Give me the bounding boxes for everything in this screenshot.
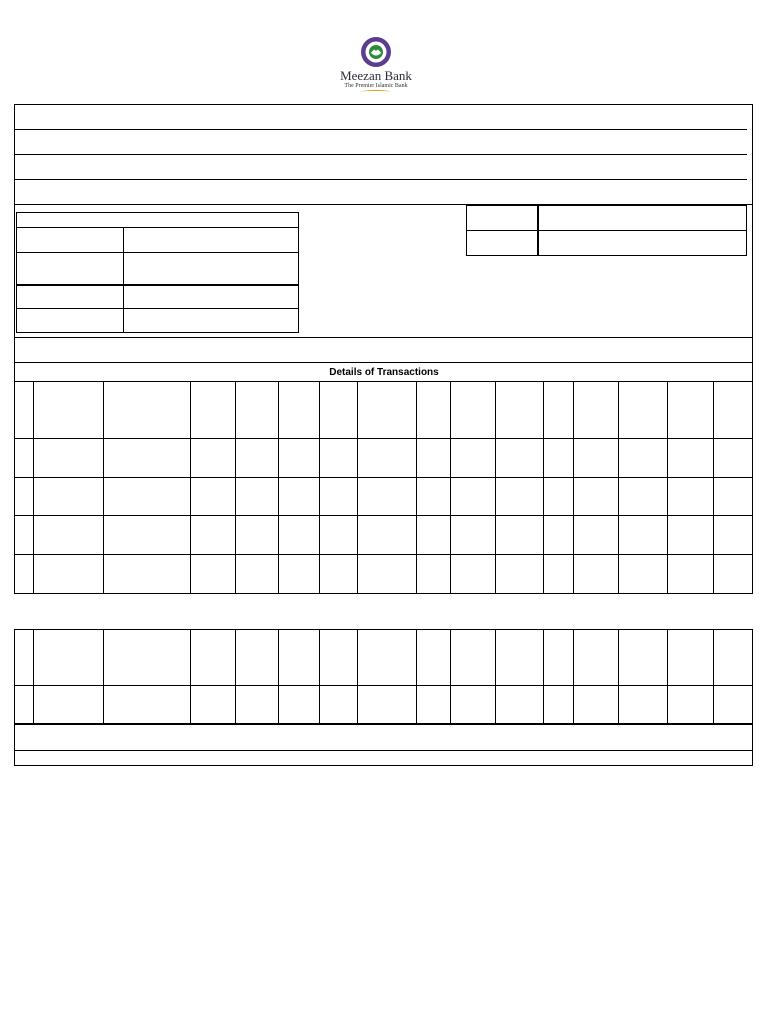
table-row bbox=[14, 515, 753, 516]
header-row-line bbox=[14, 129, 747, 130]
table-col-line bbox=[278, 381, 279, 593]
table-gap bbox=[13, 594, 755, 629]
table-row bbox=[14, 477, 753, 478]
table-row bbox=[14, 723, 753, 725]
table-col-line bbox=[450, 629, 451, 723]
account-info-row-line bbox=[16, 284, 299, 286]
table-col-line bbox=[235, 381, 236, 593]
table-col-line bbox=[319, 381, 320, 593]
table-col-line bbox=[543, 381, 544, 593]
bank-name: Meezan Bank bbox=[340, 68, 412, 83]
header-row-line bbox=[14, 179, 747, 180]
table-col-line bbox=[752, 629, 753, 766]
table-col-line bbox=[235, 629, 236, 723]
table-col-line bbox=[33, 629, 34, 723]
table-col-line bbox=[495, 381, 496, 593]
table-col-line bbox=[103, 381, 104, 593]
account-info-row-line bbox=[16, 308, 299, 309]
table-col-line bbox=[14, 629, 15, 766]
table-col-line bbox=[573, 629, 574, 723]
table-col-line bbox=[713, 629, 714, 723]
table-col-line bbox=[618, 381, 619, 593]
table-row bbox=[14, 438, 753, 439]
bank-logo bbox=[330, 36, 422, 96]
transactions-header-top bbox=[14, 629, 753, 630]
transactions-title: Details of Transactions bbox=[329, 367, 439, 378]
account-info-row-line bbox=[16, 227, 299, 228]
footer-row-line bbox=[14, 765, 753, 766]
bank-tagline: The Premier Islamic Bank bbox=[344, 83, 408, 89]
tagline-swoosh bbox=[362, 90, 390, 93]
table-col-line bbox=[103, 629, 104, 723]
reference-col-line bbox=[537, 205, 539, 256]
table-col-line bbox=[357, 381, 358, 593]
header-row-line bbox=[14, 154, 747, 155]
table-col-line bbox=[33, 381, 34, 593]
table-col-line bbox=[450, 381, 451, 593]
table-col-line bbox=[618, 629, 619, 723]
table-col-line bbox=[357, 629, 358, 723]
table-row bbox=[14, 685, 753, 686]
table-col-line bbox=[416, 381, 417, 593]
reference-row-line bbox=[466, 230, 747, 231]
section-line bbox=[14, 362, 753, 363]
footer-row-line bbox=[14, 750, 753, 751]
meezan-bank-emblem-icon bbox=[360, 36, 392, 68]
table-col-line bbox=[713, 381, 714, 593]
account-info-table bbox=[16, 212, 299, 333]
account-info-col-line bbox=[123, 227, 124, 333]
table-col-line bbox=[495, 629, 496, 723]
account-info-row-line bbox=[16, 252, 299, 253]
table-col-line bbox=[667, 629, 668, 723]
table-col-line bbox=[667, 381, 668, 593]
table-col-line bbox=[278, 629, 279, 723]
table-col-line bbox=[190, 629, 191, 723]
table-row bbox=[14, 554, 753, 555]
table-col-line bbox=[319, 629, 320, 723]
table-col-line bbox=[190, 381, 191, 593]
transactions-header-top bbox=[14, 381, 753, 382]
table-col-line bbox=[416, 629, 417, 723]
table-col-line bbox=[573, 381, 574, 593]
table-col-line bbox=[543, 629, 544, 723]
section-line bbox=[14, 337, 753, 338]
